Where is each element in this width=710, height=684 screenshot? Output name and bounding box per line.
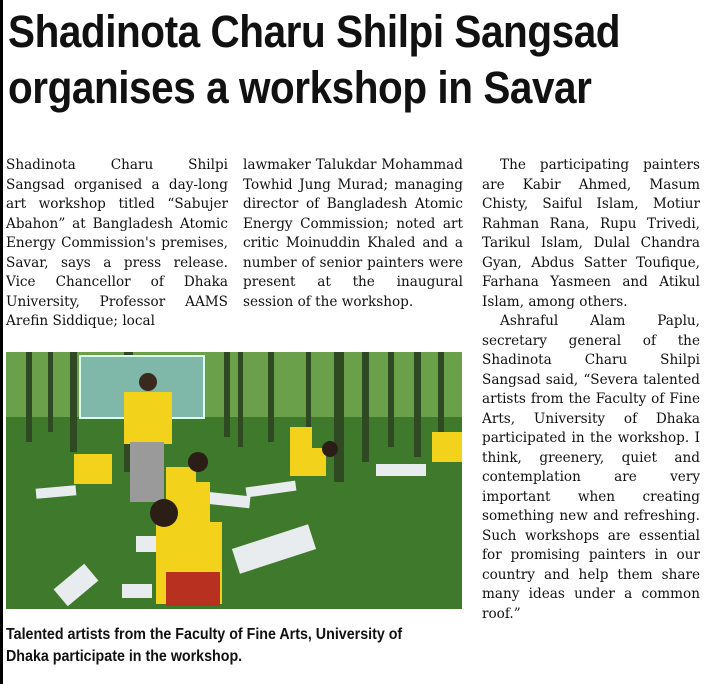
column-2-text: lawmaker Talukdar Mohammad Towhid Jung Murad; managing director of Bangladesh Atomic Energy Commission; noted art critic Moinuddin Khaled and a number of senior painters were present at the inaugural session of the workshop. xyxy=(243,157,463,310)
caption-line-2: Dhaka participate in the workshop. xyxy=(6,648,243,665)
headline-line-2: organises a workshop in Savar xyxy=(8,62,592,113)
article-column-3 xyxy=(482,156,700,624)
article-column-2 xyxy=(243,156,463,312)
headline xyxy=(8,4,638,116)
headline-line-1: Shadinota Charu Shilpi Sangsad xyxy=(8,6,621,57)
column-1-text: Shadinota Charu Shilpi Sangsad organised a day-long art workshop titled “Sabujer Abahon” at Bangladesh Atomic Energy Commission's premises, Savar, says a press release. Vice Chancellor of Dhaka University, Professor AAMS Arefin Siddique; local xyxy=(6,157,228,329)
workshop-photo xyxy=(6,352,462,609)
column-3-paragraph-2: Ashraful Alam Paplu, secretary general of the Shadinota Charu Shilpi Sangsad said, “Severa talented artists from the Faculty of Fine Arts, University of Dhaka participated in the workshop. I think, greenery, quiet and contemplation are very important when creating something new and refreshing. Such workshops are essential for promising painters in our country and help them share many ideas under a common roof.” xyxy=(482,313,700,622)
article-column-1 xyxy=(6,156,228,332)
left-column-rule xyxy=(0,0,3,684)
column-3-paragraph-1: The participating painters are Kabir Ahmed, Masum Chisty, Saiful Islam, Motiur Rahman Rana, Rupu Trivedi, Tarikul Islam, Dulal Chandra Gyan, Abdus Satter Toufique, Farhana Yasmeen and Atikul Islam, among others. xyxy=(482,157,700,310)
photo-caption xyxy=(6,624,433,668)
caption-line-1: Talented artists from the Faculty of Fine Arts, University of xyxy=(6,626,403,643)
